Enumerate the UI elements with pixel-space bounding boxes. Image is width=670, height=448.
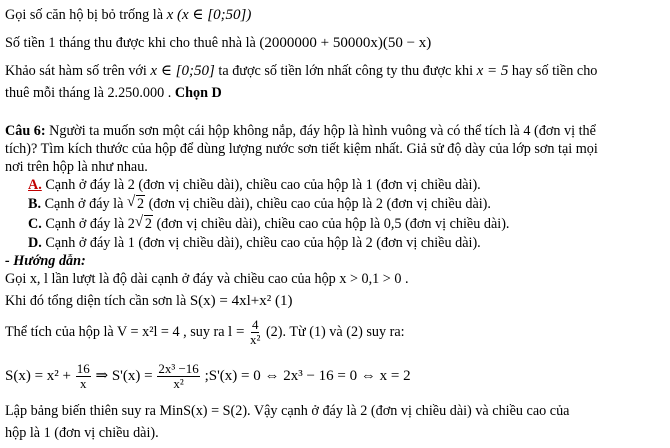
- intro-text: Gọi số căn hộ bị bỏ trống là: [5, 7, 164, 23]
- intro-text: hay số tiền cho: [511, 63, 598, 79]
- option-text: Cạnh ở đáy là 1 (đơn vị chiều dài), chiều cao của hộp là 2 (đơn vị chiều dài).: [45, 235, 481, 251]
- solution-text: Khi đó tổng diện tích cần sơn là: [5, 293, 187, 309]
- option-text: (đơn vị chiều dài), chiều cao của hộp là 2 (đơn vị chiều dài).: [148, 196, 491, 212]
- option-letter: C.: [28, 216, 42, 232]
- math-expression: x (x ∈ [0;50]): [166, 7, 252, 23]
- intro-line-3: [5, 62, 597, 80]
- solution-line-5: Lập bảng biến thiên suy ra MinS(x) = S(2). Vậy cạnh ở đáy là 2 (đơn vị chiều dài) và chiều cao của: [5, 403, 570, 419]
- math-expression: ⇒ S'(x) =: [95, 367, 153, 384]
- fraction-numerator: 2x³ −16: [158, 361, 199, 376]
- math-expression: x = 5: [476, 63, 509, 79]
- question-line-1: [5, 122, 596, 140]
- question-text: Người ta muốn sơn một cái hộp không nắp, đáy hộp là hình vuông và có thể tích là 4 (đơn vị thể: [49, 123, 596, 139]
- math-expression: x ∈ [0;50]: [150, 63, 215, 79]
- fraction: [157, 362, 199, 391]
- option-d: [28, 234, 481, 252]
- intro-text: Khảo sát hàm số trên với: [5, 63, 147, 79]
- fraction-denominator: x²: [249, 332, 261, 347]
- option-text: Cạnh ở đáy là: [44, 196, 124, 212]
- intro-text: thuê mỗi tháng là 2.250.000 .: [5, 85, 172, 101]
- option-text: (đơn vị chiều dài), chiều cao của hộp là 0,5 (đơn vị chiều dài).: [156, 216, 510, 232]
- solution-line-3: [5, 318, 405, 347]
- intro-text: Số tiền 1 tháng thu được khi cho thuê nhà là: [5, 35, 256, 51]
- solution-heading: - Hướng dẫn:: [5, 253, 86, 269]
- solution-text: Thể tích của hộp là V = x²l = 4 , suy ra: [5, 323, 225, 340]
- radicand: 2: [136, 196, 145, 212]
- answer-choice: Chọn D: [174, 85, 222, 101]
- solution-line-1: Gọi x, l lần lượt là độ dài cạnh ở đáy và chiều cao của hộp x > 0,1 > 0 .: [5, 271, 409, 287]
- intro-line-4: [5, 84, 222, 102]
- math-expression: S(x) = 4xl+x² (1): [189, 293, 293, 309]
- fraction: [249, 318, 261, 347]
- option-letter: B.: [28, 196, 42, 212]
- question-text: nơi trên hộp là như nhau.: [5, 159, 148, 175]
- intro-line-2: [5, 34, 431, 52]
- option-letter: D.: [28, 235, 42, 251]
- sqrt-expression: √ 2: [126, 194, 145, 212]
- question-line-2: [5, 140, 598, 158]
- solution-line-2: [5, 292, 292, 310]
- fraction-denominator: x: [80, 376, 87, 391]
- radicand: 2: [144, 216, 152, 232]
- option-c: [28, 215, 509, 233]
- math-expression: (2000000 + 50000x)(50 − x): [259, 35, 432, 51]
- math-expression: l =: [228, 323, 245, 340]
- intro-line-1: [5, 6, 251, 24]
- option-b: [28, 195, 491, 213]
- math-expression: ;S'(x) = 0 ⇔ 2x³ − 16 = 0 ⇔ x = 2: [204, 367, 411, 384]
- option-text: Cạnh ở đáy là 2 (đơn vị chiều dài), chiều cao của hộp là 1 (đơn vị chiều dài).: [45, 177, 481, 193]
- fraction-denominator: x²: [173, 376, 184, 391]
- fraction-numerator: 4: [251, 317, 259, 332]
- option-a: [28, 176, 481, 194]
- option-letter: A.: [28, 177, 42, 193]
- fraction: [76, 362, 91, 391]
- intro-text: ta được số tiền lớn nhất công ty thu được khi: [218, 63, 474, 79]
- solution-line-6: hộp là 1 (đơn vị chiều dài).: [5, 425, 159, 441]
- solution-line-4: [5, 362, 411, 391]
- question-line-3: [5, 158, 148, 176]
- option-text: Cạnh ở đáy là 2: [45, 216, 135, 232]
- math-expression: S(x) = x² +: [5, 367, 71, 384]
- question-label: Câu 6:: [5, 123, 46, 139]
- solution-text: (2). Từ (1) và (2) suy ra:: [265, 323, 405, 340]
- sqrt-expression: √ 2: [134, 214, 152, 232]
- fraction-numerator: 16: [76, 361, 90, 376]
- question-text: tích)? Tìm kích thước của hộp để dùng lượng nước sơn tiết kiệm nhất. Giả sử độ dày của lớp sơn tại mọi: [5, 141, 598, 157]
